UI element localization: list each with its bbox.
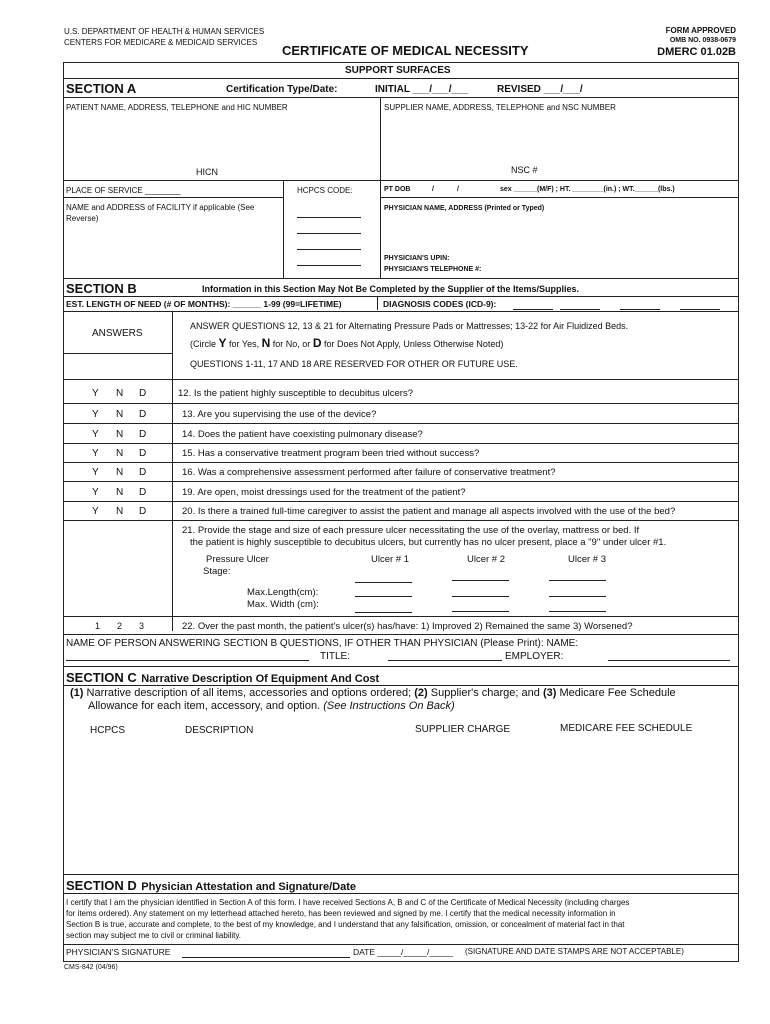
q19-yes[interactable]: Y <box>92 487 99 498</box>
length-of-need[interactable]: EST. LENGTH OF NEED (# OF MONTHS): ______ 1-99 (99=LIFETIME) <box>66 299 342 309</box>
employer-label: EMPLOYER: <box>505 651 564 662</box>
q15-dna[interactable]: D <box>139 448 147 459</box>
col-medicare-fee: MEDICARE FEE SCHEDULE <box>560 723 693 734</box>
q15-no[interactable]: N <box>116 448 124 459</box>
patient-label: PATIENT NAME, ADDRESS, TELEPHONE and HIC NUMBER <box>66 103 288 112</box>
narrative-area[interactable] <box>64 740 736 873</box>
q14-no[interactable]: N <box>116 429 124 440</box>
section-d-title: Physician Attestation and Signature/Date <box>141 881 356 893</box>
q12-yes[interactable]: Y <box>92 388 99 399</box>
instructions-2: (Circle Y for Yes, N for No, or D for Does Not Apply, Unless Otherwise Noted) <box>190 336 504 350</box>
col-supplier-charge: SUPPLIER CHARGE <box>415 724 511 735</box>
question-22: 22. Over the past month, the patient's ulcer(s) has/have: 1) Improved 2) Remained the same 3) Worsened? <box>182 621 633 632</box>
question-16: 16. Was a comprehensive assessment performed after failure of conservative treatment? <box>182 467 556 478</box>
q13-yes[interactable]: Y <box>92 409 99 420</box>
facility-label: NAME and ADDRESS of FACILITY if applicable (See Reverse) <box>66 203 255 223</box>
question-21-line-2: the patient is highly susceptible to decubitus ulcers, but currently has no ulcer present, place a "9" under ulcer #1. <box>190 537 667 548</box>
ulcer-2-label: Ulcer # 2 <box>467 554 506 565</box>
form-approved: FORM APPROVED <box>665 26 736 35</box>
diagnosis-codes-label: DIAGNOSIS CODES (ICD-9): <box>383 299 497 309</box>
max-length-label: Max.Length(cm): <box>247 587 319 598</box>
q19-dna[interactable]: D <box>139 487 147 498</box>
q22-answer-3[interactable]: 3 <box>139 621 145 631</box>
physician-phone-label: PHYSICIAN'S TELEPHONE #: <box>384 266 482 273</box>
dob-slash-2: / <box>457 186 459 193</box>
q13-dna[interactable]: D <box>139 409 147 420</box>
section-a-label: SECTION A <box>66 81 137 96</box>
form-id: DMERC 01.02B <box>657 46 736 58</box>
question-21-line-1: 21. Provide the stage and size of each pressure ulcer necessitating the use of the overlay, mattress or bed. If <box>182 525 640 536</box>
question-19: 19. Are open, moist dressings used for the treatment of the patient? <box>182 487 466 498</box>
stage-label: Stage: <box>203 566 231 577</box>
q13-no[interactable]: N <box>116 409 124 420</box>
title-label: TITLE: <box>320 651 351 662</box>
q22-answer-2[interactable]: 2 <box>117 621 123 631</box>
stamp-warning: (SIGNATURE AND DATE STAMPS ARE NOT ACCEPTABLE) <box>465 947 684 956</box>
q20-yes[interactable]: Y <box>92 506 99 517</box>
agency-line-1: U.S. DEPARTMENT OF HEALTH & HUMAN SERVICES <box>64 27 265 36</box>
signature-field[interactable] <box>182 944 350 958</box>
q20-dna[interactable]: D <box>139 506 147 517</box>
signature-label: PHYSICIAN'S SIGNATURE <box>66 947 171 957</box>
sex-height-weight[interactable]: sex ______(M/F) ; HT. ________(in.) ; WT.______(lbs.) <box>500 186 675 193</box>
q15-yes[interactable]: Y <box>92 448 99 459</box>
instructions-1: ANSWER QUESTIONS 12, 13 & 21 for Alternating Pressure Pads or Mattresses; 13-22 for Air Fluidized Beds. <box>190 321 629 331</box>
section-b-info: Information in this Section May Not Be Completed by the Supplier of the Items/Supplies. <box>202 284 580 294</box>
ulcer-1-label: Ulcer # 1 <box>371 554 410 565</box>
section-d-label: SECTION D <box>66 878 137 893</box>
q19-no[interactable]: N <box>116 487 124 498</box>
instructions-3: QUESTIONS 1-11, 17 AND 18 ARE RESERVED FOR OTHER OR FUTURE USE. <box>190 359 518 369</box>
question-13: 13. Are you supervising the use of the device? <box>182 409 377 420</box>
pressure-ulcer-label: Pressure Ulcer <box>206 554 269 565</box>
question-15: 15. Has a conservative treatment program been tried without success? <box>182 448 480 459</box>
hicn-label[interactable]: HICN <box>196 167 218 177</box>
question-20: 20. Is there a trained full-time caregiver to assist the patient and manage all aspects involved with the use of the bed? <box>182 506 676 517</box>
attestation-text: I certify that I am the physician identified in Section A of this form. I have received Sections A, B and C of the Certificate of Medical Necessity (including charges for items ordered). Any statement on my letterhead attached hereto, has been reviewed and signed by me. I certify that the medical necessity information in Section B is true, accurate and complete, to the best of my knowledge, and I understand that any falsification, omission, or concealment of material fact in that section may subject me to civil or criminal liability. <box>66 898 630 940</box>
q20-no[interactable]: N <box>116 506 124 517</box>
ulcer-3-label: Ulcer # 3 <box>568 554 607 565</box>
initial-date[interactable]: INITIAL ___/___/___ <box>375 84 469 95</box>
nsc-label[interactable]: NSC # <box>511 165 538 175</box>
q22-answer-1[interactable]: 1 <box>95 621 101 631</box>
page-title: CERTIFICATE OF MEDICAL NECESSITY <box>282 43 529 58</box>
section-c-title: Narrative Description Of Equipment And Cost <box>141 673 380 685</box>
max-width-label: Max. Width (cm): <box>247 599 319 610</box>
supplier-label: SUPPLIER NAME, ADDRESS, TELEPHONE and NSC NUMBER <box>384 103 616 112</box>
q16-dna[interactable]: D <box>139 467 147 478</box>
hcpcs-code-label: HCPCS CODE: <box>297 186 353 195</box>
col-hcpcs: HCPCS <box>90 725 126 736</box>
q14-yes[interactable]: Y <box>92 429 99 440</box>
q16-no[interactable]: N <box>116 467 124 478</box>
section-c-label: SECTION C <box>66 670 137 685</box>
upin-label: PHYSICIAN'S UPIN: <box>384 255 450 262</box>
q12-no[interactable]: N <box>116 388 124 399</box>
place-of-service[interactable]: PLACE OF SERVICE ________ <box>66 186 181 195</box>
question-12: 12. Is the patient highly susceptible to decubitus ulcers? <box>178 388 414 399</box>
q12-dna[interactable]: D <box>139 388 147 399</box>
answers-heading: ANSWERS <box>92 328 143 339</box>
section-c-instructions-2: Allowance for each item, accessory, and option. (See Instructions On Back) <box>88 700 455 712</box>
physician-name-label: PHYSICIAN NAME, ADDRESS (Printed or Typed) <box>384 205 545 212</box>
section-b-label: SECTION B <box>66 281 137 296</box>
omb-number: OMB NO. 0938-0679 <box>669 37 736 44</box>
revised-date[interactable]: REVISED ___/___/ <box>497 84 583 95</box>
section-c-instructions-1: (1) Narrative description of all items, accessories and options ordered; (2) Supplier's charge; and (3) Medicare Fee Schedule <box>70 687 676 699</box>
dob-slash-1: / <box>432 186 434 193</box>
col-description: DESCRIPTION <box>185 725 254 736</box>
cert-type-label: Certification Type/Date: <box>226 84 338 95</box>
q14-dna[interactable]: D <box>139 429 147 440</box>
agency-line-2: CENTERS FOR MEDICARE & MEDICAID SERVICES <box>64 38 258 47</box>
form-subtitle: SUPPORT SURFACES <box>345 65 451 76</box>
form-number: CMS-842 (04/96) <box>64 964 118 971</box>
name-person-label: NAME OF PERSON ANSWERING SECTION B QUESTIONS, IF OTHER THAN PHYSICIAN (Please Print): NAME: <box>66 638 579 649</box>
pt-dob-label: PT DOB <box>384 186 411 193</box>
q16-yes[interactable]: Y <box>92 467 99 478</box>
question-14: 14. Does the patient have coexisting pulmonary disease? <box>182 429 423 440</box>
signature-date[interactable]: DATE _____/_____/_____ <box>353 947 454 957</box>
